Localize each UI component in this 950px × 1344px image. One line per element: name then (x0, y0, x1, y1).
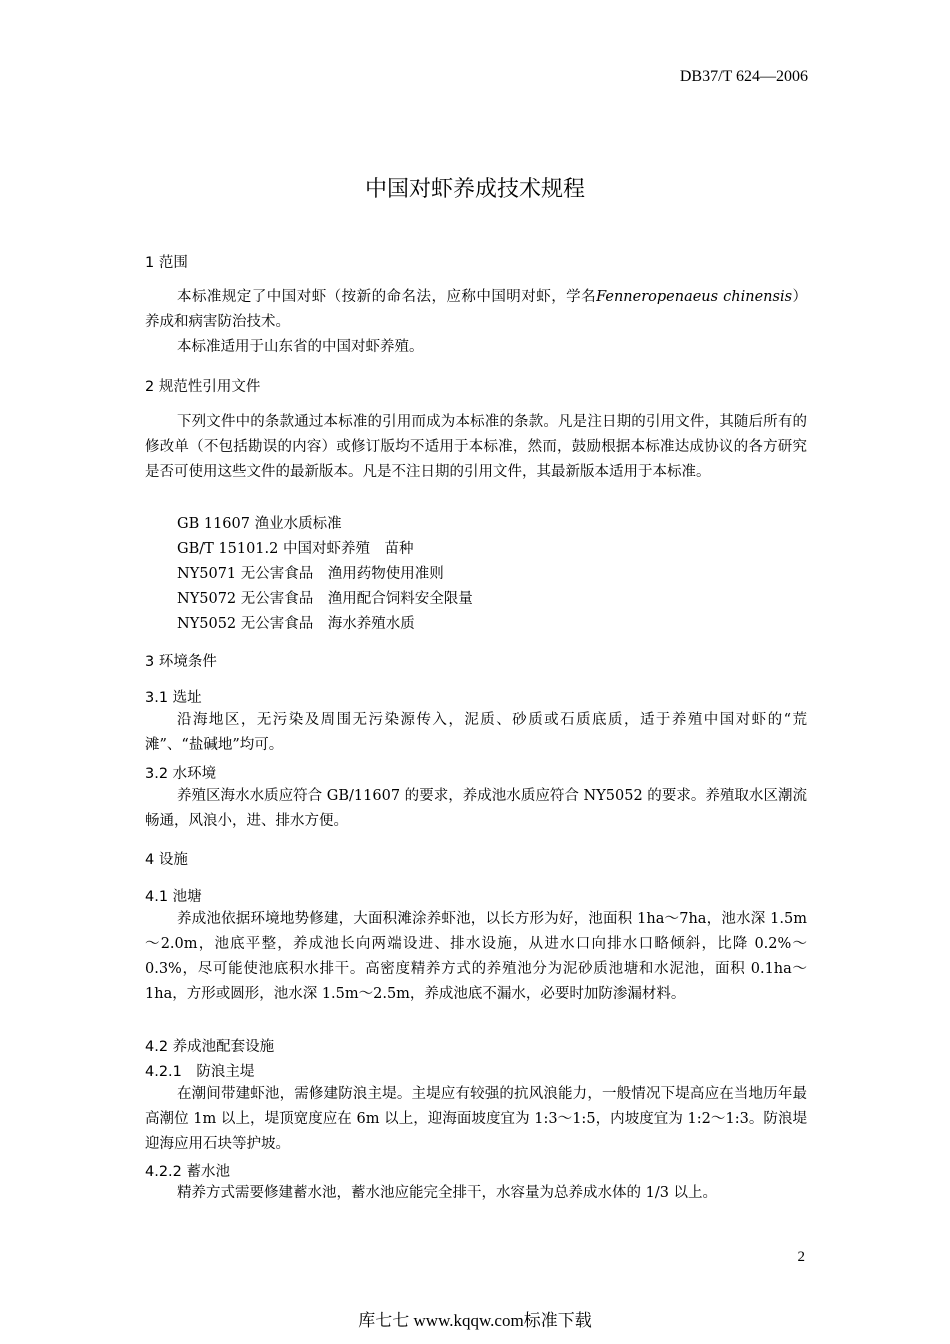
section-2-heading: 2 规范性引用文件 (145, 379, 261, 395)
section-3-1-heading: 3.1 选址 (145, 690, 202, 706)
section-4-2-2-paragraph: 精养方式需要修建蓄水池，蓄水池应能完全排干，水容量为总养成水体的 1/3 以上。 (177, 1185, 718, 1201)
reference-item: NY5052 无公害食品 海水养殖水质 (177, 616, 415, 632)
document-title: 中国对虾养成技术规程 (364, 177, 585, 202)
section-4-2-heading: 4.2 养成池配套设施 (145, 1039, 275, 1055)
section-4-1-heading: 4.1 池塘 (145, 889, 202, 905)
section-3-heading: 3 环境条件 (145, 654, 217, 670)
section-2-paragraph: 下列文件中的条款通过本标准的引用而成为本标准的条款。凡是注日期的引用文件，其随后所有的修改单（不包括勘误的内容）或修订版均不适用于本标准，然而，鼓励根据本标准达成协议的各方研究是否可使用这些文件的最新版本。凡是不注日期的引用文件，其最新版本适用于本标准。 (145, 414, 807, 480)
reference-item: NY5071 无公害食品 渔用药物使用准则 (177, 566, 444, 582)
reference-item: GB 11607 渔业水质标准 (177, 516, 342, 532)
section-4-1-paragraph: 养成池依据环境地势修建，大面积滩涂养虾池，以长方形为好，池面积 1ha～7ha，池水深 1.5m～2.0m，池底平整，养成池长向两端设进、排水设施，从进水口向排水口略倾斜，比降 0.2%～0.3%，尽可能使池底积水排干。高密度精养方式的养殖池分为泥砂质池塘和水泥池，面积 0.1ha～1ha，方形或圆形，池水深 1.5m～2.5m，养成池底不漏水，必要时加防渗漏材料。 (145, 911, 807, 1002)
footer-watermark: 库七七 www.kqqw.com标准下载 (358, 1311, 592, 1330)
page-number: 2 (797, 1249, 805, 1265)
scientific-name-species: chinensis (723, 289, 793, 305)
section-3-1-paragraph: 沿海地区，无污染及周围无污染源传入，泥质、砂质或石质底质，适于养殖中国对虾的“荒滩”、“盐碱地”均可。 (145, 712, 807, 753)
section-4-2-1-paragraph: 在潮间带建虾池，需修建防浪主堤。主堤应有较强的抗风浪能力，一般情况下堤高应在当地历年最高潮位 1m 以上，堤顶宽度应在 6m 以上，迎海面坡度宜为 1:3～1:5，内坡度宜为 1:2～1:3。防浪堤迎海应用石块等护坡。 (145, 1086, 807, 1152)
reference-item: NY5072 无公害食品 渔用配合饲料安全限量 (177, 591, 473, 607)
section-1-paragraph-2: 本标准适用于山东省的中国对虾养殖。 (177, 339, 424, 355)
section-4-2-2-heading: 4.2.2 蓄水池 (145, 1164, 231, 1180)
section-4-heading: 4 设施 (145, 852, 188, 868)
scientific-name-genus: Fenneropenaeus (596, 289, 719, 305)
section-1-heading: 1 范围 (145, 255, 188, 271)
section-3-2-paragraph: 养殖区海水水质应符合 GB/11607 的要求，养成池水质应符合 NY5052 的要求。养殖取水区潮流畅通，风浪小，进、排水方便。 (145, 788, 807, 829)
section-1-paragraph-1: 本标准规定了中国对虾（按新的命名法，应称中国明对虾，学名Fenneropenaeus chinensis）养成和病害防治技术。 (145, 289, 807, 330)
section-4-2-1-heading: 4.2.1 防浪主堤 (145, 1064, 255, 1080)
reference-item: GB/T 15101.2 中国对虾养殖 苗种 (177, 541, 414, 557)
section-3-2-heading: 3.2 水环境 (145, 766, 217, 782)
standard-number: DB37/T 624—2006 (679, 68, 808, 85)
